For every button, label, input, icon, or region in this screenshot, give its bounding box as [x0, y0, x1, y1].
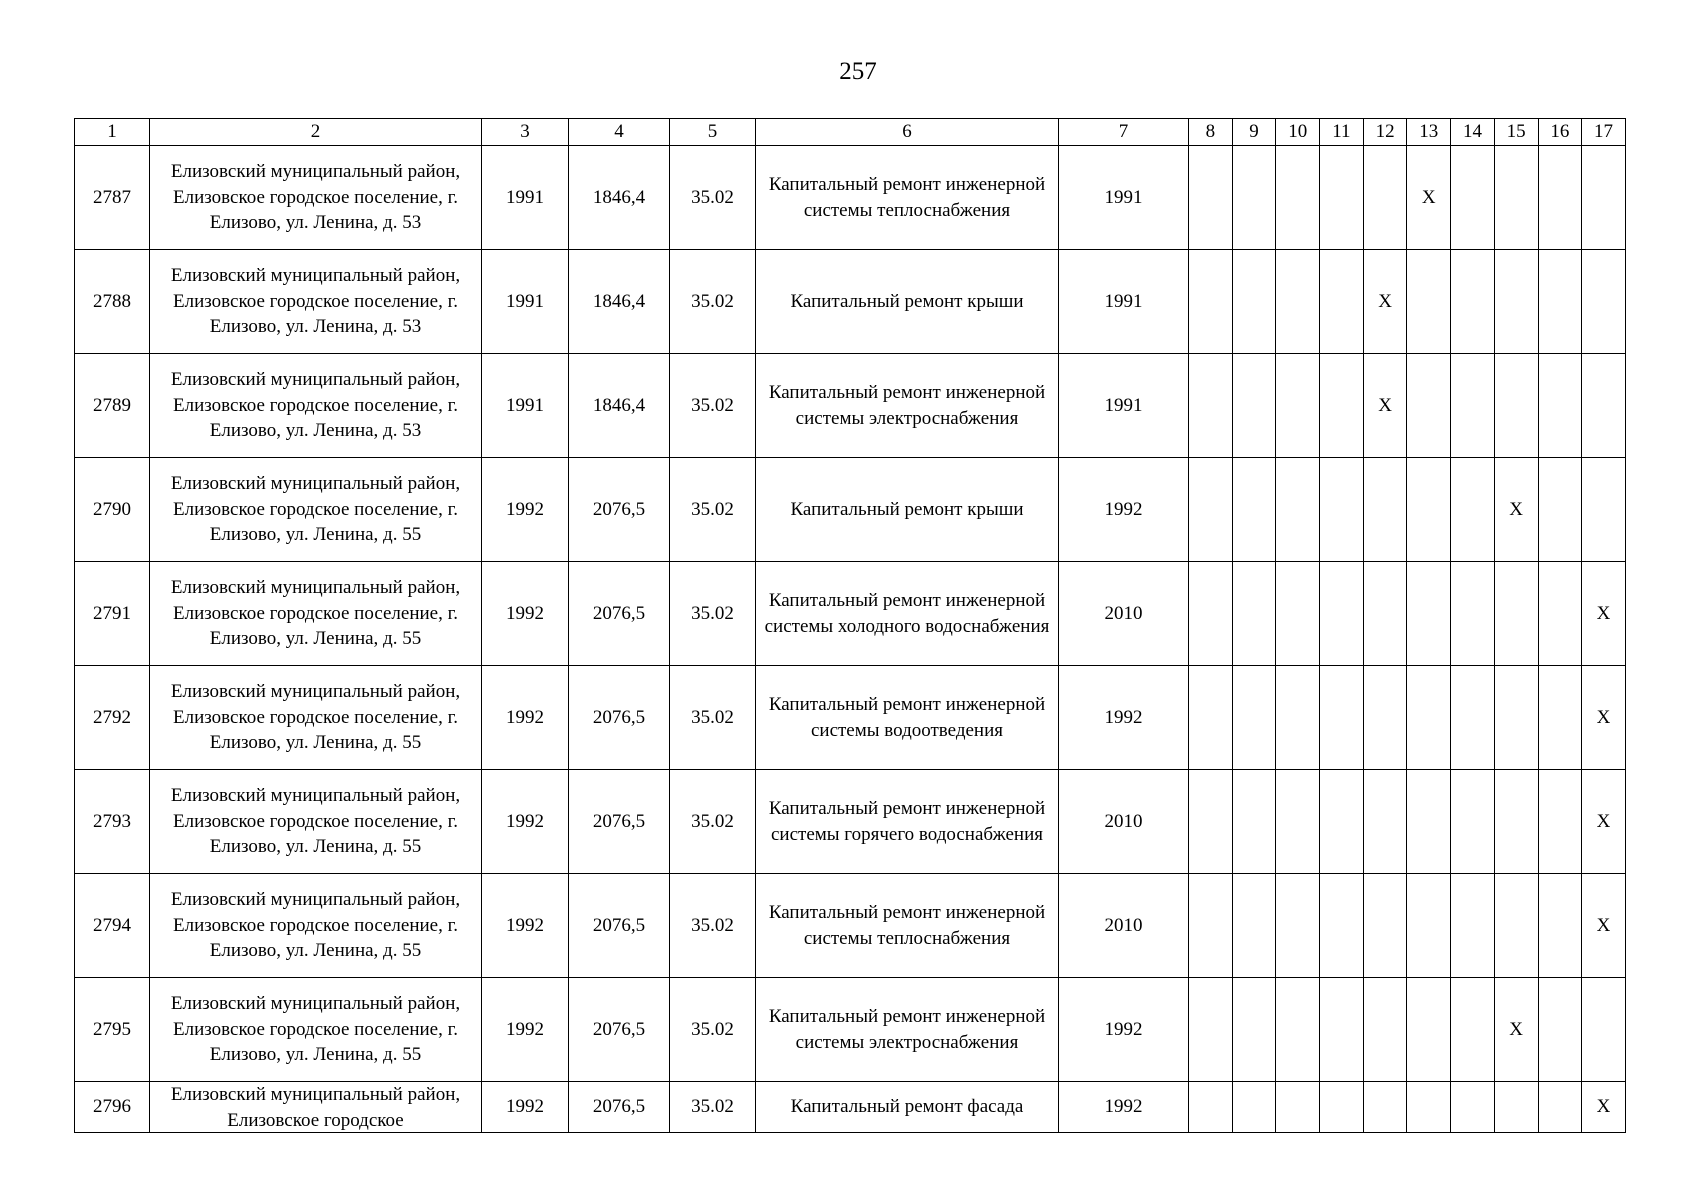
row-number-cell: 2795	[75, 978, 150, 1082]
address-cell	[150, 770, 482, 874]
table-row	[75, 978, 1626, 1082]
mark-cell	[1538, 354, 1582, 458]
table-body	[75, 119, 1626, 1133]
mark-cell	[1189, 354, 1233, 458]
area-cell: 2076,5	[569, 458, 670, 562]
mark-cell	[1189, 458, 1233, 562]
area-cell: 2076,5	[569, 770, 670, 874]
mark-cell	[1232, 1082, 1276, 1133]
mark-cell	[1451, 770, 1495, 874]
table-row	[75, 1082, 1626, 1133]
code-cell: 35.02	[670, 978, 756, 1082]
area-cell: 2076,5	[569, 874, 670, 978]
mark-cell	[1494, 874, 1538, 978]
mark-cell	[1189, 666, 1233, 770]
repair-year-cell: 2010	[1059, 874, 1189, 978]
column-header: 17	[1582, 119, 1626, 146]
mark-cell	[1232, 250, 1276, 354]
column-header: 5	[670, 119, 756, 146]
address-text: Елизовский муниципальный район, Елизовское городское поселение, г. Елизово, ул. Ленина, д. 55	[170, 993, 461, 1066]
area-cell: 2076,5	[569, 666, 670, 770]
table-row	[75, 770, 1626, 874]
column-header: 8	[1189, 119, 1233, 146]
mark-cell	[1494, 1082, 1538, 1133]
address-text: Елизовский муниципальный район, Елизовское городское поселение, г. Елизово, ул. Ленина, д. 53	[170, 161, 461, 234]
column-header: 4	[569, 119, 670, 146]
mark-cell	[1451, 874, 1495, 978]
mark-cell	[1232, 666, 1276, 770]
code-cell: 35.02	[670, 666, 756, 770]
mark-cell	[1407, 250, 1451, 354]
mark-cell	[1276, 770, 1320, 874]
mark-cell	[1363, 146, 1407, 250]
build-year-cell: 1991	[482, 354, 569, 458]
work-type-cell: Капитальный ремонт крыши	[756, 458, 1059, 562]
area-cell: 1846,4	[569, 250, 670, 354]
column-header: 9	[1232, 119, 1276, 146]
code-cell: 35.02	[670, 770, 756, 874]
mark-cell	[1494, 146, 1538, 250]
mark-cell	[1276, 666, 1320, 770]
mark-cell	[1320, 770, 1364, 874]
row-number-cell: 2791	[75, 562, 150, 666]
mark-cell	[1189, 978, 1233, 1082]
mark-cell	[1232, 458, 1276, 562]
mark-cell	[1189, 562, 1233, 666]
mark-cell	[1363, 978, 1407, 1082]
address-cell	[150, 666, 482, 770]
column-header: 12	[1363, 119, 1407, 146]
mark-cell	[1451, 978, 1495, 1082]
mark-cell	[1363, 770, 1407, 874]
mark-cell	[1451, 666, 1495, 770]
work-type-cell: Капитальный ремонт крыши	[756, 250, 1059, 354]
column-header: 1	[75, 119, 150, 146]
mark-cell	[1582, 354, 1626, 458]
code-cell: 35.02	[670, 458, 756, 562]
mark-cell	[1451, 354, 1495, 458]
mark-cell	[1320, 146, 1364, 250]
mark-cell	[1363, 458, 1407, 562]
work-type-cell: Капитальный ремонт инженерной системы водоотведения	[756, 666, 1059, 770]
mark-cell	[1320, 562, 1364, 666]
mark-cell	[1407, 874, 1451, 978]
column-header: 10	[1276, 119, 1320, 146]
row-number-cell: 2793	[75, 770, 150, 874]
repair-year-cell: 1992	[1059, 666, 1189, 770]
mark-cell	[1407, 666, 1451, 770]
mark-cell	[1363, 874, 1407, 978]
column-header: 16	[1538, 119, 1582, 146]
table-row	[75, 562, 1626, 666]
mark-cell: X	[1494, 978, 1538, 1082]
row-number-cell: 2790	[75, 458, 150, 562]
build-year-cell: 1991	[482, 146, 569, 250]
mark-cell	[1363, 666, 1407, 770]
mark-cell	[1451, 1082, 1495, 1133]
code-cell: 35.02	[670, 354, 756, 458]
address-cell	[150, 562, 482, 666]
mark-cell	[1320, 978, 1364, 1082]
mark-cell: X	[1363, 354, 1407, 458]
address-text: Елизовский муниципальный район, Елизовское городское поселение, г. Елизово, ул. Ленина, д. 55	[170, 785, 461, 858]
mark-cell	[1320, 354, 1364, 458]
mark-cell	[1232, 354, 1276, 458]
mark-cell: X	[1582, 562, 1626, 666]
work-type-cell: Капитальный ремонт инженерной системы теплоснабжения	[756, 146, 1059, 250]
address-text: Елизовский муниципальный район, Елизовское городское поселение, г. Елизово, ул. Ленина, д. 55	[170, 681, 461, 754]
mark-cell	[1320, 874, 1364, 978]
mark-cell	[1189, 770, 1233, 874]
mark-cell	[1363, 1082, 1407, 1133]
mark-cell: X	[1582, 770, 1626, 874]
address-text: Елизовский муниципальный район, Елизовское городское поселение, г. Елизово, ул. Ленина, д. 55	[170, 577, 461, 650]
mark-cell: X	[1582, 666, 1626, 770]
repair-year-cell: 2010	[1059, 562, 1189, 666]
column-header: 6	[756, 119, 1059, 146]
area-cell: 2076,5	[569, 1082, 670, 1133]
table-row	[75, 354, 1626, 458]
column-header: 2	[150, 119, 482, 146]
address-cell	[150, 250, 482, 354]
column-header: 14	[1451, 119, 1495, 146]
table-row	[75, 458, 1626, 562]
page-number: 257	[839, 58, 877, 85]
row-number-cell: 2789	[75, 354, 150, 458]
mark-cell	[1582, 146, 1626, 250]
mark-cell	[1538, 770, 1582, 874]
table-row	[75, 874, 1626, 978]
table-row	[75, 666, 1626, 770]
row-number-cell: 2787	[75, 146, 150, 250]
mark-cell	[1538, 666, 1582, 770]
column-number-row	[75, 119, 1626, 146]
mark-cell	[1232, 874, 1276, 978]
mark-cell	[1582, 250, 1626, 354]
code-cell: 35.02	[670, 874, 756, 978]
work-type-cell: Капитальный ремонт инженерной системы холодного водоснабжения	[756, 562, 1059, 666]
address-cell	[150, 978, 482, 1082]
address-cell	[150, 354, 482, 458]
mark-cell	[1276, 354, 1320, 458]
area-cell: 2076,5	[569, 978, 670, 1082]
address-text: Елизовский муниципальный район, Елизовское городское поселение, г. Елизово, ул. Ленина, д. 55	[170, 473, 461, 546]
mark-cell	[1407, 1082, 1451, 1133]
mark-cell	[1407, 978, 1451, 1082]
mark-cell	[1538, 146, 1582, 250]
mark-cell	[1494, 562, 1538, 666]
mark-cell	[1232, 562, 1276, 666]
mark-cell	[1451, 146, 1495, 250]
build-year-cell: 1992	[482, 770, 569, 874]
mark-cell: X	[1407, 146, 1451, 250]
build-year-cell: 1992	[482, 874, 569, 978]
address-text: Елизовский муниципальный район, Елизовское городское поселение, г. Елизово, ул. Ленина, д. 53	[170, 369, 461, 442]
mark-cell	[1451, 250, 1495, 354]
build-year-cell: 1992	[482, 1082, 569, 1133]
address-cell	[150, 874, 482, 978]
mark-cell	[1189, 146, 1233, 250]
address-text: Елизовский муниципальный район, Елизовское городское	[170, 1084, 461, 1131]
work-type-cell: Капитальный ремонт инженерной системы горячего водоснабжения	[756, 770, 1059, 874]
mark-cell	[1582, 978, 1626, 1082]
build-year-cell: 1992	[482, 978, 569, 1082]
address-text: Елизовский муниципальный район, Елизовское городское поселение, г. Елизово, ул. Ленина, д. 55	[170, 889, 461, 962]
mark-cell	[1276, 146, 1320, 250]
mark-cell	[1538, 250, 1582, 354]
code-cell: 35.02	[670, 146, 756, 250]
build-year-cell: 1991	[482, 250, 569, 354]
mark-cell	[1494, 250, 1538, 354]
row-number-cell: 2794	[75, 874, 150, 978]
mark-cell	[1407, 458, 1451, 562]
mark-cell	[1320, 666, 1364, 770]
column-header: 13	[1407, 119, 1451, 146]
area-cell: 1846,4	[569, 354, 670, 458]
repair-year-cell: 1992	[1059, 1082, 1189, 1133]
repair-year-cell: 1991	[1059, 250, 1189, 354]
table-row	[75, 146, 1626, 250]
mark-cell	[1189, 250, 1233, 354]
mark-cell	[1407, 354, 1451, 458]
mark-cell: X	[1582, 874, 1626, 978]
mark-cell	[1232, 770, 1276, 874]
repair-register-table	[74, 118, 1626, 1133]
mark-cell	[1276, 1082, 1320, 1133]
row-number-cell: 2788	[75, 250, 150, 354]
column-header: 15	[1494, 119, 1538, 146]
mark-cell	[1320, 250, 1364, 354]
mark-cell	[1276, 250, 1320, 354]
row-number-cell: 2792	[75, 666, 150, 770]
column-header: 3	[482, 119, 569, 146]
mark-cell	[1320, 1082, 1364, 1133]
mark-cell: X	[1582, 1082, 1626, 1133]
repair-year-cell: 1992	[1059, 978, 1189, 1082]
mark-cell	[1494, 354, 1538, 458]
repair-year-cell: 1992	[1059, 458, 1189, 562]
repair-year-cell: 1991	[1059, 146, 1189, 250]
mark-cell	[1538, 562, 1582, 666]
build-year-cell: 1992	[482, 666, 569, 770]
mark-cell	[1276, 562, 1320, 666]
code-cell: 35.02	[670, 250, 756, 354]
mark-cell	[1538, 1082, 1582, 1133]
work-type-cell: Капитальный ремонт инженерной системы теплоснабжения	[756, 874, 1059, 978]
mark-cell	[1189, 1082, 1233, 1133]
work-type-cell: Капитальный ремонт фасада	[756, 1082, 1059, 1133]
build-year-cell: 1992	[482, 458, 569, 562]
area-cell: 1846,4	[569, 146, 670, 250]
mark-cell: X	[1363, 250, 1407, 354]
row-number-cell: 2796	[75, 1082, 150, 1133]
table-row	[75, 250, 1626, 354]
work-type-cell: Капитальный ремонт инженерной системы электроснабжения	[756, 978, 1059, 1082]
mark-cell	[1363, 562, 1407, 666]
mark-cell	[1494, 770, 1538, 874]
mark-cell	[1189, 874, 1233, 978]
mark-cell	[1276, 978, 1320, 1082]
mark-cell	[1538, 458, 1582, 562]
mark-cell	[1451, 562, 1495, 666]
mark-cell	[1494, 666, 1538, 770]
mark-cell	[1407, 770, 1451, 874]
address-cell	[150, 458, 482, 562]
address-text: Елизовский муниципальный район, Елизовское городское поселение, г. Елизово, ул. Ленина, д. 53	[170, 265, 461, 338]
address-cell	[150, 1082, 482, 1133]
mark-cell	[1451, 458, 1495, 562]
work-type-cell: Капитальный ремонт инженерной системы электроснабжения	[756, 354, 1059, 458]
mark-cell	[1232, 978, 1276, 1082]
mark-cell	[1276, 458, 1320, 562]
mark-cell	[1582, 458, 1626, 562]
address-cell	[150, 146, 482, 250]
mark-cell	[1407, 562, 1451, 666]
mark-cell	[1320, 458, 1364, 562]
mark-cell	[1538, 874, 1582, 978]
mark-cell: X	[1494, 458, 1538, 562]
code-cell: 35.02	[670, 562, 756, 666]
area-cell: 2076,5	[569, 562, 670, 666]
code-cell: 35.02	[670, 1082, 756, 1133]
column-header: 7	[1059, 119, 1189, 146]
column-header: 11	[1320, 119, 1364, 146]
mark-cell	[1232, 146, 1276, 250]
mark-cell	[1276, 874, 1320, 978]
repair-year-cell: 2010	[1059, 770, 1189, 874]
repair-year-cell: 1991	[1059, 354, 1189, 458]
build-year-cell: 1992	[482, 562, 569, 666]
mark-cell	[1538, 978, 1582, 1082]
